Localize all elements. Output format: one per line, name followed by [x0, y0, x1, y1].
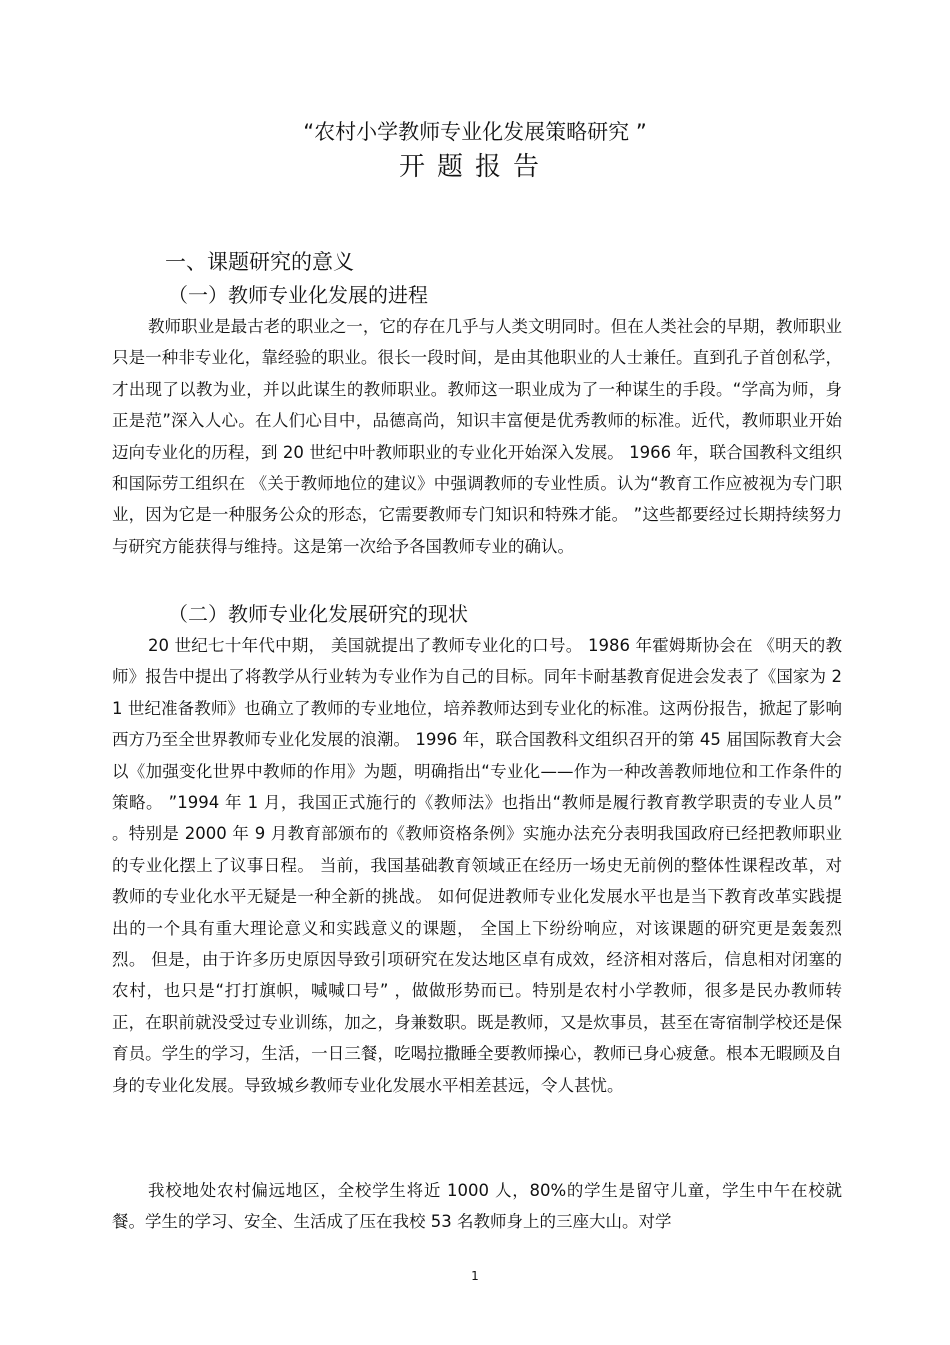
- paragraph-status: 20 世纪七十年代中期， 美国就提出了教师专业化的口号。 1986 年霍姆斯协会在 《明天的教师》报告中提出了将教学从行业转为专业作为自己的目标。同年卡耐基教育促进会发表了《国家为 21 世纪准备教师》也确立了教师的专业地位，培养教师达到专业化的标准。这两份报告，掀起了影响西方乃至全世界教师专业化发展的浪潮。 1996 年，联合国教科文组织召开的第 45 届国际教育大会以《加强变化世界中教师的作用》为题，明确指出“专业化——作为一种改善教师地位和工作条件的策略。 ”1994 年 1 月，我国正式施行的《教师法》也指出“教师是履行教育教学职责的专业人员” 。特别是 2000 年 9 月教育部颁布的《教师资格条例》实施办法充分表明我国政府已经把教师职业的专业化摆上了议事日程。 当前，我国基础教育领域正在经历一场史无前例的整体性课程改革，对教师的专业化水平无疑是一种全新的挑战。 如何促进教师专业化发展水平也是当下教育改革实践提出的一个具有重大理论意义和实践意义的课题， 全国上下纷纷响应，对该课题的研究更是轰轰烈烈。 但是，由于许多历史原因导致引项研究在发达地区卓有成效，经济相对落后，信息相对闭塞的农村，也只是“打打旗帜，喊喊口号” ，做做形势而已。特别是农村小学教师，很多是民办教师转正，在职前就没受过专业训练，加之，身兼数职。既是教师，又是炊事员，甚至在寄宿制学校还是保育员。学生的学习，生活，一日三餐，吃喝拉撒睡全要教师操心，教师已身心疲惫。根本无暇顾及自身的专业化发展。导致城乡教师专业化发展水平相差甚远，令人甚忧。: [112, 636, 842, 1095]
- subsection-heading-status: （二）教师专业化发展研究的现状: [168, 602, 468, 626]
- subsection-heading-process: （一）教师专业化发展的进程: [168, 283, 428, 307]
- page-number: 1: [471, 1269, 479, 1283]
- paragraph-school: 我校地处农村偏远地区，全校学生将近 1000 人，80%的学生是留守儿童，学生中午在校就餐。学生的学习、安全、生活成了压在我校 53 名教师身上的三座大山。对学: [112, 1181, 842, 1232]
- document-title: “农村小学教师专业化发展策略研究 ”: [303, 120, 647, 144]
- paragraph-process: 教师职业是最古老的职业之一，它的存在几乎与人类文明同时。但在人类社会的早期，教师职业只是一种非专业化，靠经验的职业。很长一段时间，是由其他职业的人士兼任。直到孔子首创私学，才出现了以教为业，并以此谋生的教师职业。教师这一职业成为了一种谋生的手段。“学高为师，身正是范”深入人心。在人们心目中，品德高尚，知识丰富便是优秀教师的标准。近代，教师职业开始迈向专业化的历程，到 20 世纪中叶教师职业的专业化开始深入发展。 1966 年，联合国教科文组织和国际劳工组织在 《关于教师地位的建议》中强调教师的专业性质。认为“教育工作应被视为专门职业，因为它是一种服务公众的形态，它需要教师专门知识和特殊才能。 ”这些都要经过长期持续努力与研究方能获得与维持。这是第一次给予各国教师专业的确认。: [112, 317, 842, 556]
- document-subtitle: 开题报告: [398, 152, 551, 182]
- section-heading-significance: 一、课题研究的意义: [165, 250, 354, 274]
